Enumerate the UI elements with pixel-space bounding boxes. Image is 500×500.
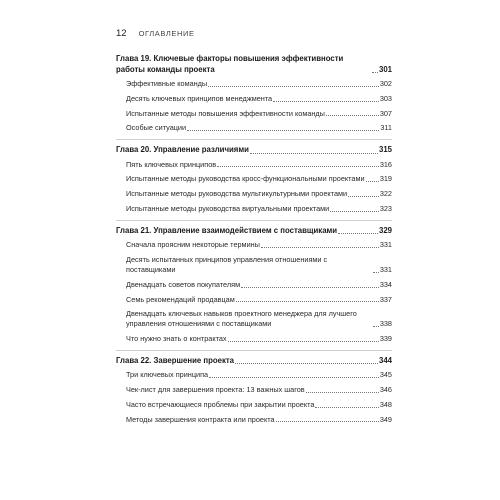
chapter-title: Глава 22. Завершение проекта	[116, 355, 234, 365]
section-page: 349	[379, 414, 392, 424]
section-page: 303	[379, 93, 392, 103]
dot-leader	[276, 421, 379, 422]
dot-leader	[338, 233, 378, 234]
dot-leader	[373, 326, 379, 327]
section-title: Семь рекомендаций продавцам	[126, 294, 235, 304]
dot-leader	[241, 287, 379, 288]
section-entry[interactable]	[116, 160, 392, 170]
dot-leader	[315, 407, 378, 408]
section-page: 331	[379, 240, 392, 250]
section-entry[interactable]	[116, 295, 392, 305]
section-entry[interactable]	[116, 189, 392, 199]
dot-leader	[209, 377, 379, 378]
dot-leader	[348, 196, 379, 197]
section-entry[interactable]	[116, 123, 392, 133]
section-title: Сначала проясним некоторые термины	[126, 240, 260, 250]
section-page: 346	[379, 385, 392, 395]
chapter-page: 315	[378, 145, 392, 155]
chapter-block	[116, 350, 392, 425]
section-title: Десять ключевых принципов менеджмента	[126, 93, 273, 103]
section-page: 345	[379, 370, 392, 380]
dot-leader	[330, 211, 379, 212]
section-title: Двенадцать советов покупателям	[126, 279, 241, 289]
chapter-title: Глава 20. Управление различиями	[116, 145, 249, 155]
chapter-page: 329	[378, 225, 392, 235]
dot-leader	[250, 153, 378, 154]
dot-leader	[228, 341, 379, 342]
dot-leader	[261, 247, 379, 248]
section-page: 338	[379, 319, 392, 329]
dot-leader	[372, 72, 378, 73]
running-head: ОГЛАВЛЕНИЕ	[138, 29, 195, 38]
section-title: Испытанные методы руководства мультикультурными проектами	[126, 189, 348, 199]
chapter-heading[interactable]	[116, 54, 392, 75]
chapter-heading[interactable]	[116, 226, 392, 237]
section-title: Испытанные методы руководства кросс-функциональными проектами	[126, 174, 365, 184]
section-title: Методы завершения контракта или проекта	[126, 414, 275, 424]
page-header	[116, 28, 195, 39]
section-title: Чек-лист для завершения проекта: 13 важных шагов	[126, 385, 305, 395]
page-number: 12	[116, 28, 127, 39]
dot-leader	[366, 181, 379, 182]
section-page: 334	[379, 279, 392, 289]
section-entry[interactable]	[116, 370, 392, 380]
section-entry[interactable]	[116, 255, 392, 275]
chapter-block	[116, 139, 392, 214]
section-title: Двенадцать ключевых навыков проектного менеджера для лучшего управления отношениями с поставщиками	[126, 309, 357, 329]
section-page: 337	[379, 294, 392, 304]
section-page: 302	[379, 79, 392, 88]
chapter-block	[116, 220, 392, 344]
section-page: 348	[379, 399, 392, 409]
section-page: 316	[379, 159, 392, 169]
section-page: 307	[379, 108, 392, 118]
section-title: Пять ключевых принципов	[126, 159, 217, 169]
dot-leader	[273, 101, 379, 102]
dot-leader	[306, 392, 379, 393]
section-entry[interactable]	[116, 174, 392, 184]
chapter-title: Глава 21. Управление взаимодействием с поставщиками	[116, 225, 338, 235]
section-title: Часто встречающиеся проблемы при закрытии проекта	[126, 399, 315, 409]
section-title: Что нужно знать о контрактах	[126, 333, 227, 343]
dot-leader	[217, 166, 379, 167]
section-title: Десять испытанных принципов управления отношениями с поставщиками	[126, 255, 328, 274]
section-entry[interactable]	[116, 109, 392, 119]
dot-leader	[235, 363, 378, 364]
section-entry[interactable]	[116, 240, 392, 250]
dot-leader	[326, 115, 379, 116]
section-page: 322	[379, 189, 392, 199]
section-page: 331	[379, 264, 392, 274]
dot-leader	[236, 301, 379, 302]
section-title: Эффективные команды	[126, 79, 208, 88]
chapter-title: Глава 19. Ключевые факторы повышения эффективности работы команды проекта	[116, 54, 344, 74]
section-entry[interactable]	[116, 415, 392, 425]
chapter-page: 301	[378, 64, 392, 74]
section-entry[interactable]	[116, 204, 392, 214]
dot-leader	[187, 130, 379, 131]
chapter-heading[interactable]	[116, 145, 392, 156]
chapter-page: 344	[378, 355, 392, 365]
section-entry[interactable]	[116, 79, 392, 89]
section-entry[interactable]	[116, 309, 392, 329]
section-page: 323	[379, 204, 392, 214]
section-title: Особые ситуации	[126, 123, 187, 133]
section-page: 319	[379, 174, 392, 184]
section-entry[interactable]	[116, 94, 392, 104]
table-of-contents	[116, 54, 392, 430]
section-title: Три ключевых принципа	[126, 370, 209, 380]
section-title: Испытанные методы повышения эффективности команды	[126, 108, 325, 118]
section-entry[interactable]	[116, 400, 392, 410]
dot-leader	[208, 86, 379, 87]
section-page: 339	[379, 333, 392, 343]
section-entry[interactable]	[116, 385, 392, 395]
section-entry[interactable]	[116, 280, 392, 290]
chapter-block	[116, 54, 392, 133]
section-entry[interactable]	[116, 334, 392, 344]
chapter-heading[interactable]	[116, 356, 392, 367]
section-title: Испытанные методы руководства виртуальными проектами	[126, 204, 330, 214]
dot-leader	[373, 272, 379, 273]
section-page: 311	[380, 123, 392, 133]
